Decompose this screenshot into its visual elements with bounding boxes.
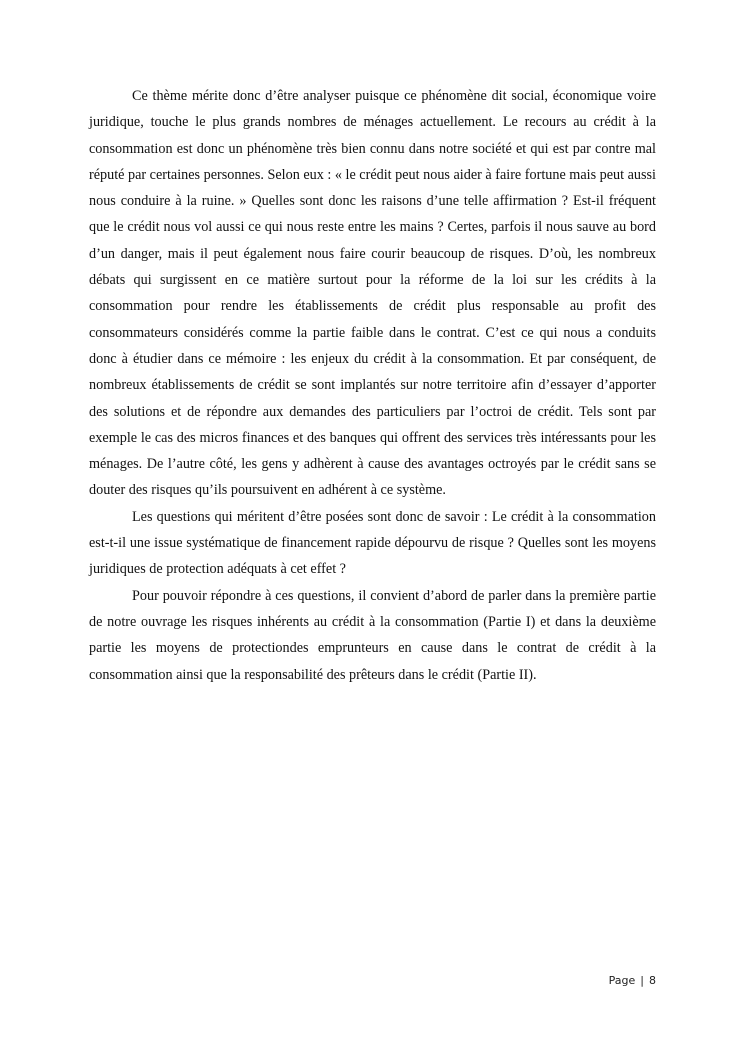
paragraph-plan: Pour pouvoir répondre à ces questions, il convient d’abord de parler dans la première partie de notre ouvrage les risques inhérents au crédit à la consommation (Partie I) et dans la deuxième partie les moyens de protectiondes emprunteurs en cause dans le contrat de crédit à la consommation ainsi que la responsabilité des prêteurs dans le crédit (Partie II).: [89, 587, 656, 683]
body-text: [89, 83, 656, 688]
page-footer: [609, 974, 656, 987]
paragraph-questions: Les questions qui méritent d’être posées sont donc de savoir : Le crédit à la consommation est-t-il une issue systématique de financement rapide dépourvu de risque ? Quelles sont les moyens juridiques de protection adéquats à cet effet ?: [89, 508, 656, 578]
page-separator: |: [640, 974, 644, 987]
page-number: 8: [649, 974, 656, 987]
page-label: Page: [608, 974, 636, 987]
paragraph-intro: Ce thème mérite donc d’être analyser puisque ce phénomène dit social, économique voire juridique, touche le plus grands nombres de ménages actuellement. Le recours au crédit à la consommation est donc un phénomène très bien connu dans notre société et qui est par contre mal réputé par certaines personnes. Selon eux : « le crédit peut nous aider à faire fortune mais peut aussi nous conduire à la ruine. » Quelles sont donc les raisons d’une telle affirmation ? Est-il fréquent que le crédit nous vol aussi ce qui nous reste entre les mains ? Certes, parfois il nous sauve au bord d’un danger, mais il peut également nous faire courir beaucoup de risques. D’où, les nombreux débats qui surgissent en ce matière surtout pour la réforme de la loi sur les crédits à la consommation pour rendre les établissements de crédit plus responsable au profit des consommateurs considérés comme la partie faible dans le contrat. C’est ce qui nous a conduits donc à étudier dans ce mémoire : les enjeux du crédit à la consommation. Et par conséquent, de nombreux établissements de crédit se sont implantés sur notre territoire afin d’essayer d’apporter des solutions et de répondre aux demandes des particuliers par l’octroi de crédit. Tels sont par exemple le cas des micros finances et des banques qui offrent des services très intéressants pour les ménages. De l’autre côté, les gens y adhèrent à cause des avantages octroyés par le crédit sans se douter des risques qu’ils poursuivent en adhérent à ce système.: [89, 88, 656, 499]
